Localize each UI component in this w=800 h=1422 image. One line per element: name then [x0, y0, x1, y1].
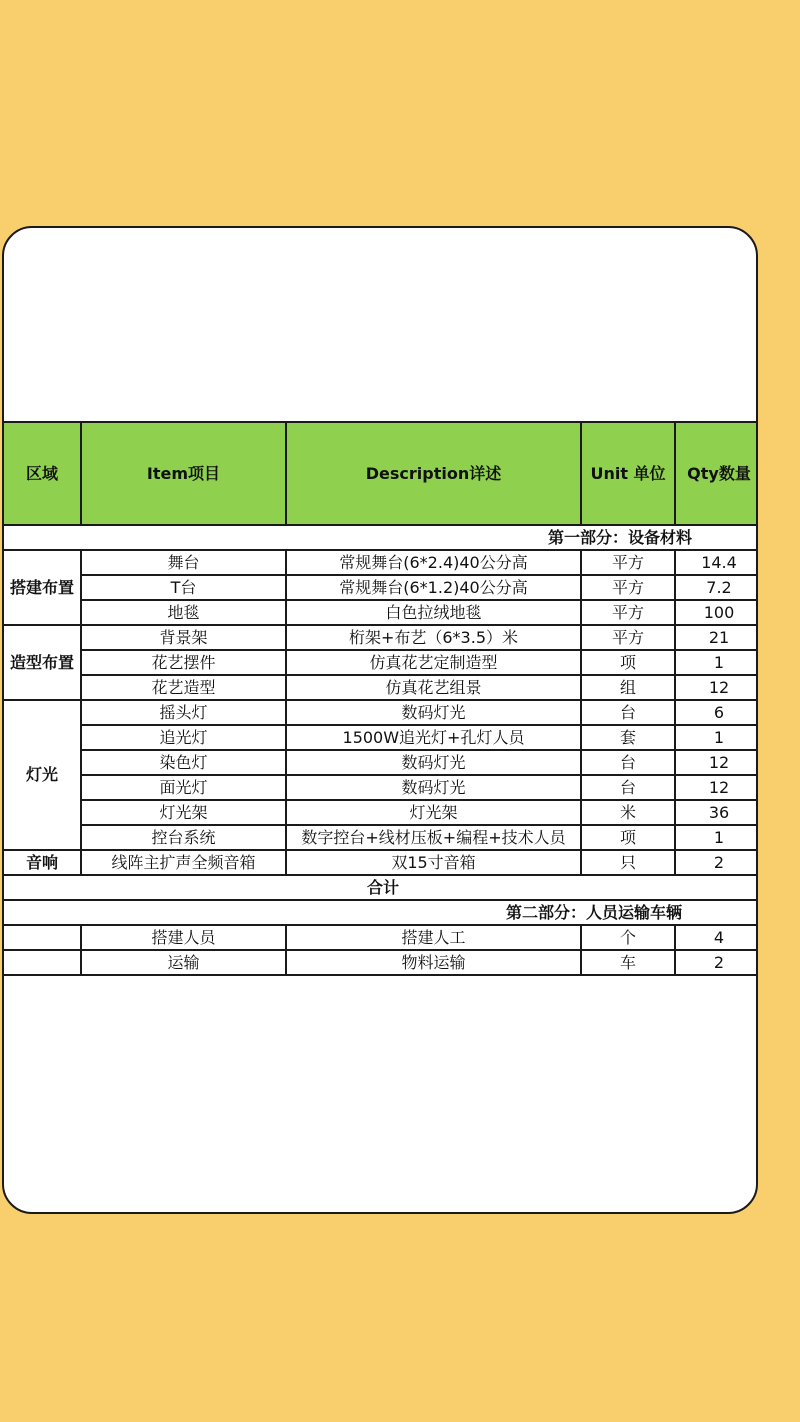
description-cell: 仿真花艺组景	[286, 675, 581, 700]
qty-cell: 6	[675, 700, 758, 725]
table-row	[3, 575, 758, 600]
description-cell: 数字控台+线材压板+编程+技术人员	[286, 825, 581, 850]
description-cell: 仿真花艺定制造型	[286, 650, 581, 675]
region-cell: 音响	[3, 850, 81, 875]
table-row	[3, 925, 758, 950]
qty-cell: 1	[675, 825, 758, 850]
quote-table	[2, 421, 758, 976]
qty-cell: 21	[675, 625, 758, 650]
region-cell	[3, 950, 81, 975]
header-qty: Qty数量	[675, 422, 758, 525]
item-cell: 舞台	[81, 550, 286, 575]
unit-cell: 平方	[581, 600, 675, 625]
table-row	[3, 950, 758, 975]
qty-cell: 7.2	[675, 575, 758, 600]
header-description: Description详述	[286, 422, 581, 525]
table-row	[3, 675, 758, 700]
region-cell: 造型布置	[3, 625, 81, 700]
unit-cell: 项	[581, 825, 675, 850]
item-cell: 线阵主扩声全频音箱	[81, 850, 286, 875]
table-row	[3, 800, 758, 825]
unit-cell: 车	[581, 950, 675, 975]
item-cell: 背景架	[81, 625, 286, 650]
qty-cell: 4	[675, 925, 758, 950]
description-cell: 数码灯光	[286, 700, 581, 725]
description-cell: 物料运输	[286, 950, 581, 975]
item-cell: 摇头灯	[81, 700, 286, 725]
qty-cell: 1	[675, 650, 758, 675]
table-row	[3, 600, 758, 625]
description-cell: 搭建人工	[286, 925, 581, 950]
unit-cell: 项	[581, 650, 675, 675]
qty-cell: 100	[675, 600, 758, 625]
unit-cell: 平方	[581, 575, 675, 600]
item-cell: 花艺造型	[81, 675, 286, 700]
description-cell: 双15寸音箱	[286, 850, 581, 875]
item-cell: 面光灯	[81, 775, 286, 800]
description-cell: 常规舞台(6*2.4)40公分高	[286, 550, 581, 575]
unit-cell: 个	[581, 925, 675, 950]
table-row	[3, 625, 758, 650]
qty-cell: 2	[675, 950, 758, 975]
unit-cell: 台	[581, 775, 675, 800]
unit-cell: 组	[581, 675, 675, 700]
description-cell: 数码灯光	[286, 775, 581, 800]
qty-cell: 2	[675, 850, 758, 875]
description-cell: 桁架+布艺（6*3.5）米	[286, 625, 581, 650]
table-row	[3, 750, 758, 775]
unit-cell: 米	[581, 800, 675, 825]
table-row	[3, 650, 758, 675]
item-cell: T台	[81, 575, 286, 600]
unit-cell: 只	[581, 850, 675, 875]
table-row	[3, 550, 758, 575]
table-row	[3, 850, 758, 875]
item-cell: 运输	[81, 950, 286, 975]
header-unit: Unit 单位	[581, 422, 675, 525]
region-cell: 搭建布置	[3, 550, 81, 625]
qty-cell: 12	[675, 750, 758, 775]
region-cell: 灯光	[3, 700, 81, 850]
section-title-row	[3, 525, 758, 550]
section2-title: 第二部分：人员运输车辆	[3, 900, 758, 925]
qty-cell: 14.4	[675, 550, 758, 575]
unit-cell: 平方	[581, 625, 675, 650]
unit-cell: 台	[581, 750, 675, 775]
item-cell: 搭建人员	[81, 925, 286, 950]
qty-cell: 12	[675, 775, 758, 800]
item-cell: 控台系统	[81, 825, 286, 850]
item-cell: 花艺摆件	[81, 650, 286, 675]
table-row	[3, 825, 758, 850]
total-row	[3, 875, 758, 900]
table-row	[3, 700, 758, 725]
qty-cell: 1	[675, 725, 758, 750]
qty-cell: 12	[675, 675, 758, 700]
section-title-row	[3, 900, 758, 925]
section1-title: 第一部分：设备材料	[3, 525, 758, 550]
item-cell: 追光灯	[81, 725, 286, 750]
qty-cell: 36	[675, 800, 758, 825]
document-card	[2, 226, 758, 1214]
region-cell	[3, 925, 81, 950]
table-row	[3, 775, 758, 800]
description-cell: 1500W追光灯+孔灯人员	[286, 725, 581, 750]
unit-cell: 套	[581, 725, 675, 750]
unit-cell: 平方	[581, 550, 675, 575]
item-cell: 灯光架	[81, 800, 286, 825]
header-region: 区域	[3, 422, 81, 525]
header-row	[3, 422, 758, 525]
header-item: Item项目	[81, 422, 286, 525]
table-row	[3, 725, 758, 750]
description-cell: 数码灯光	[286, 750, 581, 775]
item-cell: 地毯	[81, 600, 286, 625]
description-cell: 白色拉绒地毯	[286, 600, 581, 625]
total-label: 合计	[3, 875, 758, 900]
description-cell: 灯光架	[286, 800, 581, 825]
item-cell: 染色灯	[81, 750, 286, 775]
description-cell: 常规舞台(6*1.2)40公分高	[286, 575, 581, 600]
unit-cell: 台	[581, 700, 675, 725]
